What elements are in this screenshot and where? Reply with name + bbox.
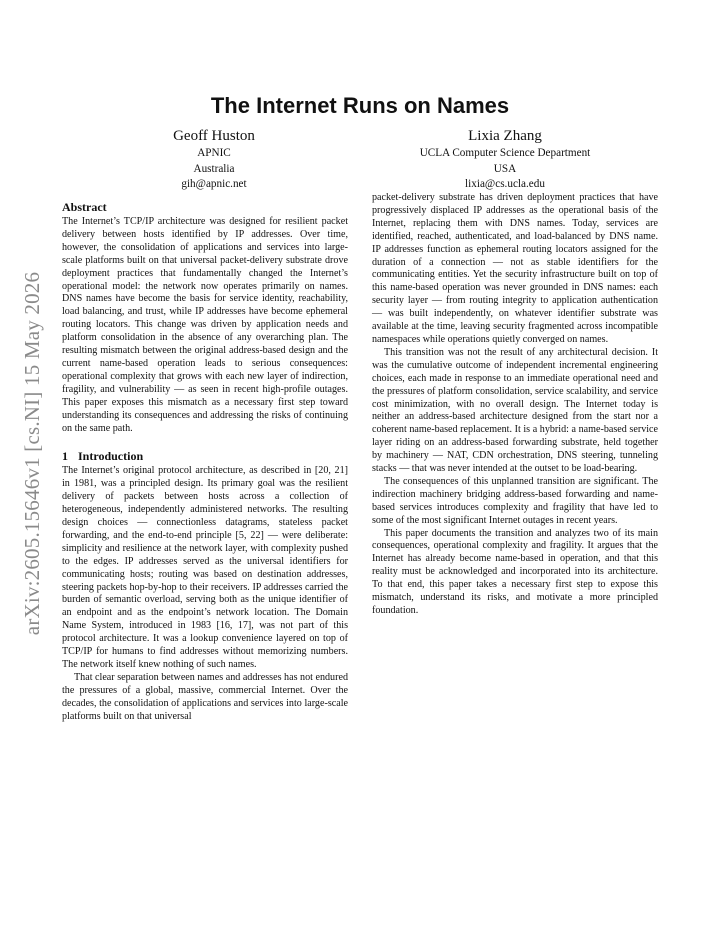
right-paragraph-4: This paper documents the transition and analyzes two of its main consequences, operational complexity and fragility. It argues that the Internet has already become name-based in operation, and that this reality must be acknowledged and incorporated into its architecture. To that end, this paper takes a necessary first step to expose this mismatch, understand its risks, and motivate a more principled foundation.: [372, 527, 658, 616]
section-title: Introduction: [78, 449, 144, 464]
author-block-1: [99, 127, 329, 193]
author-country: Australia: [193, 162, 235, 175]
arxiv-side-stamp: [15, 244, 51, 662]
author-country: USA: [493, 162, 517, 175]
right-paragraph-2: This transition was not the result of any architectural decision. It was the cumulative outcome of independent incremental engineering choices, each made in response to an immediate operational need and the pressures of platform consolidation, service scalability, and service cost minimization, with no overall design. The Internet today is neither an address-based architecture designed from the start nor a coherent name-based replacement. It is a hybrid: a name-based service layer riding on an address-based forwarding substrate, held together by machinery — NAT, CDN orchestration, DNS steering, tunneling stacks — that was never intended at the outset to be load-bearing.: [372, 346, 658, 475]
author-affiliation: APNIC: [197, 147, 231, 159]
author-block-2: [390, 127, 620, 193]
right-column: [372, 192, 658, 618]
paper-title: The Internet Runs on Names: [210, 93, 510, 118]
intro-paragraph-2: That clear separation between names and addresses has not endured the pressures of a global, massive, commercial Internet. Over the decades, the consolidation of applications and services into large-scale platforms built on that universal: [62, 671, 348, 722]
author-name: Lixia Zhang: [468, 128, 542, 144]
author-name: Geoff Huston: [173, 128, 255, 144]
right-paragraph-3: The consequences of this unplanned transition are significant. The indirection machinery bridging address-based forwarding and name-based services introduces complexity and fragility that have led to some of the most significant Internet outages in recent years.: [372, 475, 658, 526]
arxiv-identifier: arXiv:2605.15646v1 [cs.NI] 15 May 2026: [20, 271, 45, 635]
abstract-text: The Internet’s TCP/IP architecture was designed for resilient packet delivery between hosts identified by IP addresses. Over time, however, the consolidation of applications and services into large-scale platforms built on that universal packet-delivery substrate drove deployment practices that fundamentally changed the Internet’s operational model: the network now operates primarily on names. DNS names have become the basis for service identity, reachability, load balancing, and trust, while IP addresses have become ephemeral routing locators. This change was driven by application needs and platform consolidation in the absence of any overarching plan. The resulting mismatch between the original address-based design and the current name-based operation leads to serious consequences: operational complexity that grows with each new layer of indirection, fragility, and vulnerability — as seen in recent high-profile outages. This paper exposes this mismatch as a necessary first step toward understanding its consequences and addressing the risks of continuing on the same path.: [62, 216, 348, 434]
author-email: lixia@cs.ucla.edu: [465, 178, 545, 190]
right-paragraph-1: packet-delivery substrate has driven deployment practices that have progressively displaced IP addresses as the operational basis of the Internet, replacing them with DNS names. Today, services are identified, reached, authenticated, and load-balanced by DNS name. IP addresses function as ephemeral routing locators assigned for the duration of a connection — not as stable identifiers for the communicating entities. Yet the security infrastructure built on top of this name-based operation was never grounded in DNS names: each security layer — from routing integrity to application authentication — was built independently, on whatever identifier substrate was available at the time, leaving security fragmented across incompatible namespaces while operations quietly converged on names.: [372, 192, 658, 345]
abstract-heading: Abstract: [62, 200, 107, 214]
author-email: gih@apnic.net: [181, 178, 247, 190]
left-column: [62, 200, 348, 724]
section-number: 1: [62, 449, 68, 464]
author-affiliation: UCLA Computer Science Department: [419, 147, 591, 159]
section-heading-introduction: [62, 449, 348, 463]
intro-paragraph-1: The Internet’s original protocol architecture, as described in [20, 21] in 1981, was a principled design. Its primary goal was the resilient delivery of packets between hosts across a collection of heterogeneous, independently administered networks. The resulting design choices — connectionless datagrams, stateless packet forwarding, and the end-to-end principle [5, 22] — were deliberate: simplicity and resilience at the network layer, with complexity pushed to the edges. IP addresses served as the universal identifiers for communicating hosts; routing was based on destination addresses, steering packets hop-by-hop to their receivers. IP addresses carried the burden of semantic overload, serving both as the unique identifier of an endpoint and as the endpoint’s network location. The Domain Name System, introduced in 1983 [16, 17], was not part of this protocol architecture. It was a lookup convenience layered on top of TCP/IP for humans to find addresses without memorizing numbers. The network itself knew nothing of such names.: [62, 465, 348, 670]
